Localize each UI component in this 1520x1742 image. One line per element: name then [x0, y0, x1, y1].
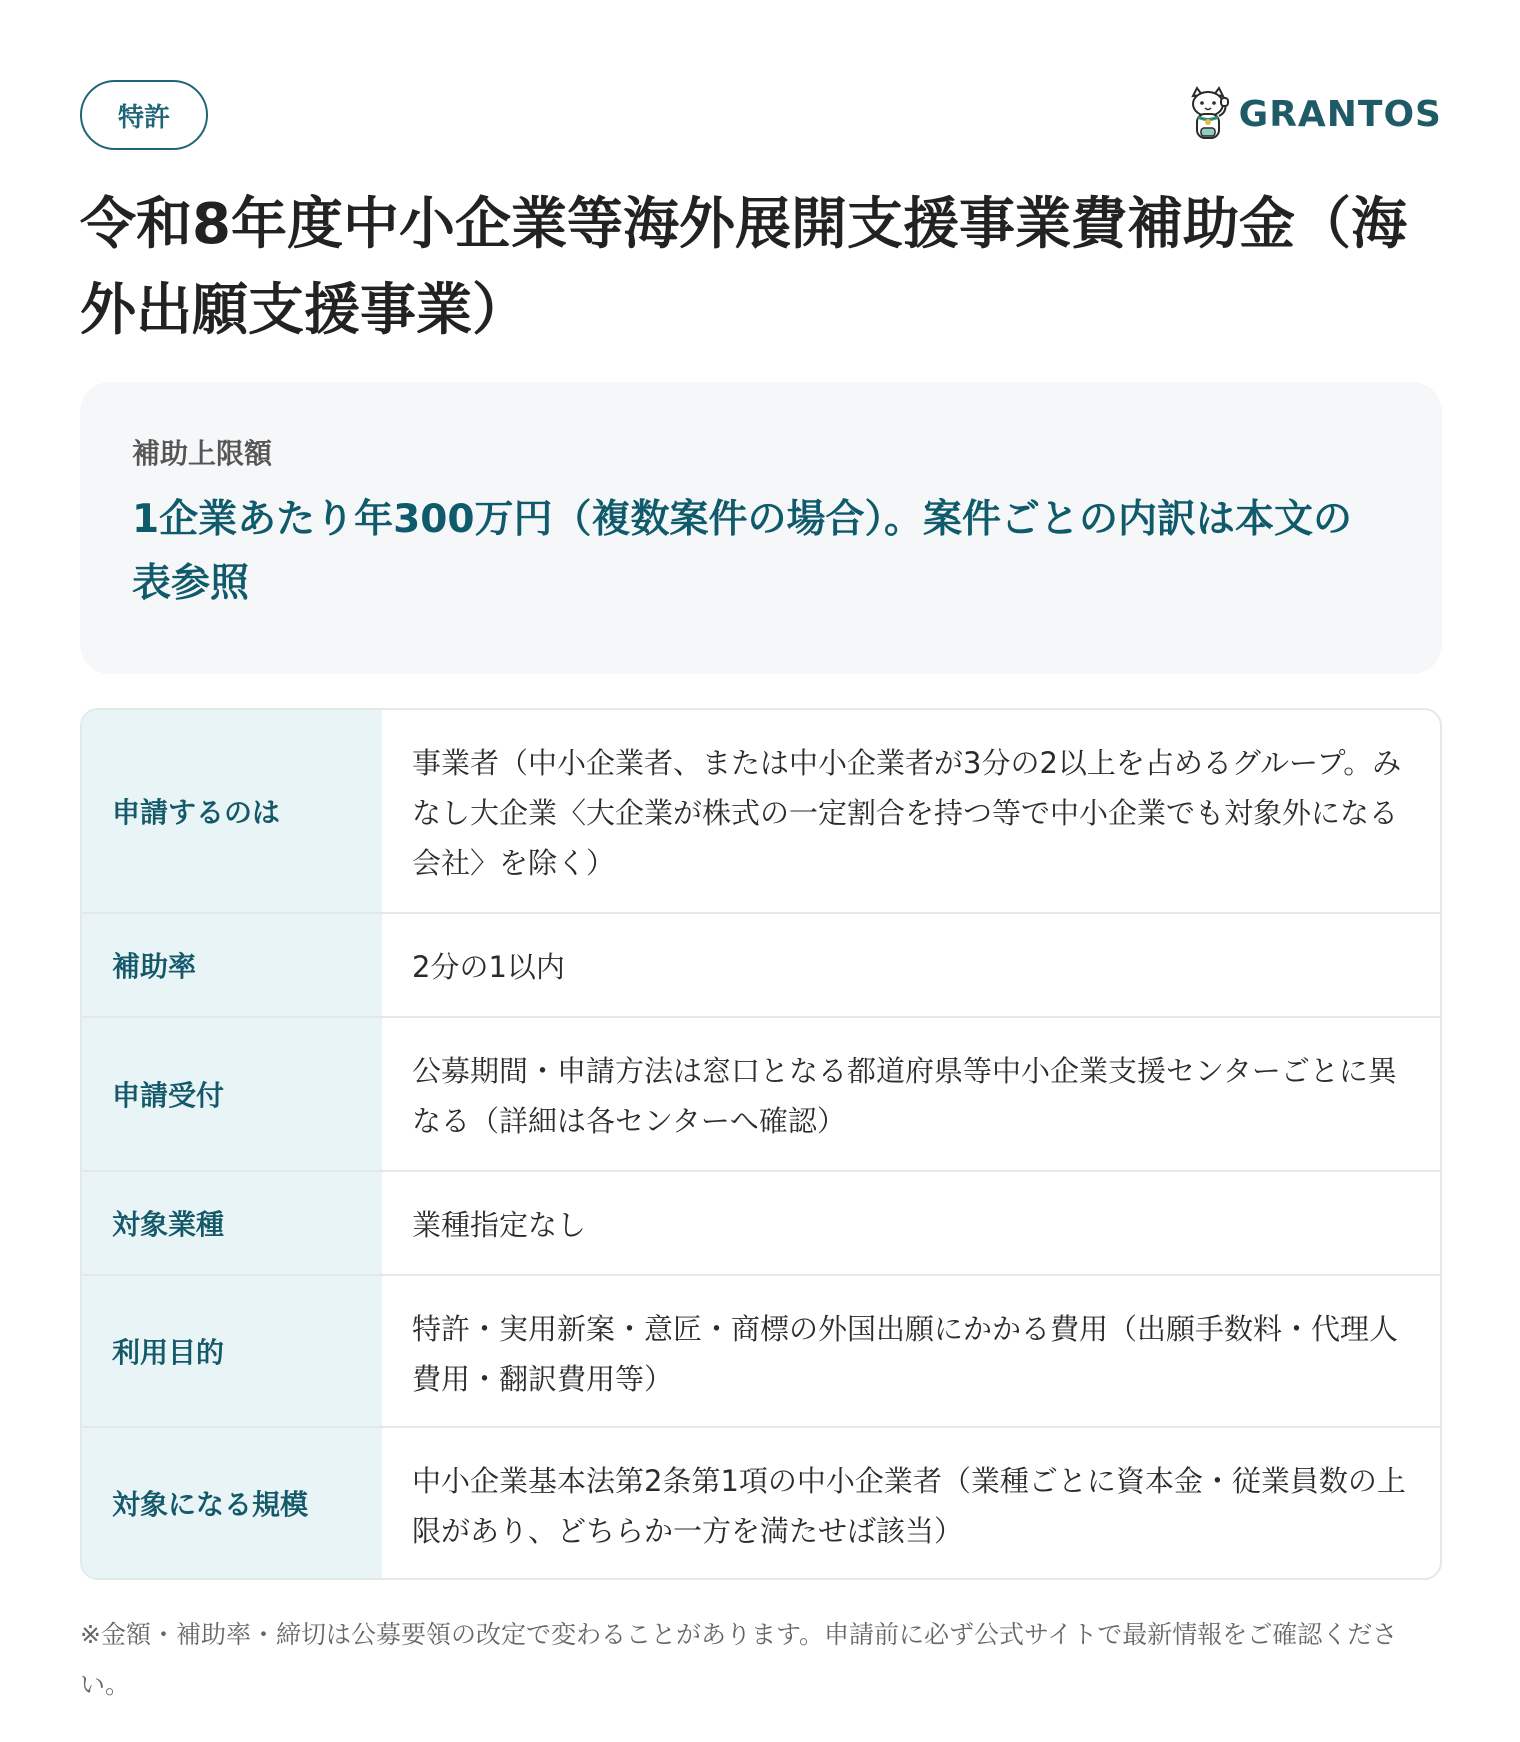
row-value: 特許・実用新案・意匠・商標の外国出願にかかる費用（出願手数料・代理人費用・翻訳費用等） — [412, 1312, 1399, 1396]
row-label: 申請するのは — [82, 710, 382, 912]
disclaimer-note: ※金額・補助率・締切は公募要領の改定で変わることがあります。申請前に必ず公式サイトで最新情報をご確認ください。 — [80, 1620, 1398, 1699]
row-label: 補助率 — [82, 914, 382, 1016]
category-tag[interactable]: 特許 — [80, 80, 208, 150]
page — [80, 80, 1442, 1710]
row-label: 対象業種 — [82, 1172, 382, 1274]
subsidy-cap-summary — [80, 382, 1442, 674]
row-label: 申請受付 — [82, 1018, 382, 1170]
table-row — [82, 912, 1440, 1016]
info-table — [80, 708, 1442, 1580]
row-value: 事業者（中小企業者、または中小企業者が3分の2以上を占めるグループ。みなし大企業〈大企業が株式の一定割合を持つ等で中小企業でも対象外になる会社〉を除く） — [412, 746, 1402, 880]
row-value: 公募期間・申請方法は窓口となる都道府県等中小企業支援センターごとに異なる（詳細は各センターへ確認） — [412, 1054, 1397, 1138]
row-value: 2分の1以内 — [412, 950, 565, 984]
row-value: 業種指定なし — [412, 1208, 587, 1242]
row-label: 利用目的 — [82, 1276, 382, 1426]
header — [80, 80, 1442, 152]
logo[interactable] — [1185, 86, 1442, 142]
row-value: 中小企業基本法第2条第1項の中小企業者（業種ごとに資本金・従業員数の上限があり、どちらか一方を満たせば該当） — [412, 1464, 1406, 1548]
table-row — [82, 710, 1440, 912]
page-title: 令和8年度中小企業等海外展開支援事業費補助金（海外出願支援事業） — [80, 192, 1407, 343]
lucky-cat-icon — [1185, 86, 1231, 142]
summary-value: 1企業あたり年300万円（複数案件の場合）。案件ごとの内訳は本文の表参照 — [132, 497, 1353, 606]
logo-text: GRANTOS — [1238, 93, 1442, 135]
table-row — [82, 1426, 1440, 1578]
table-row — [82, 1274, 1440, 1426]
table-row — [82, 1170, 1440, 1274]
row-label: 対象になる規模 — [82, 1428, 382, 1578]
summary-label: 補助上限額 — [132, 437, 273, 470]
table-row — [82, 1016, 1440, 1170]
